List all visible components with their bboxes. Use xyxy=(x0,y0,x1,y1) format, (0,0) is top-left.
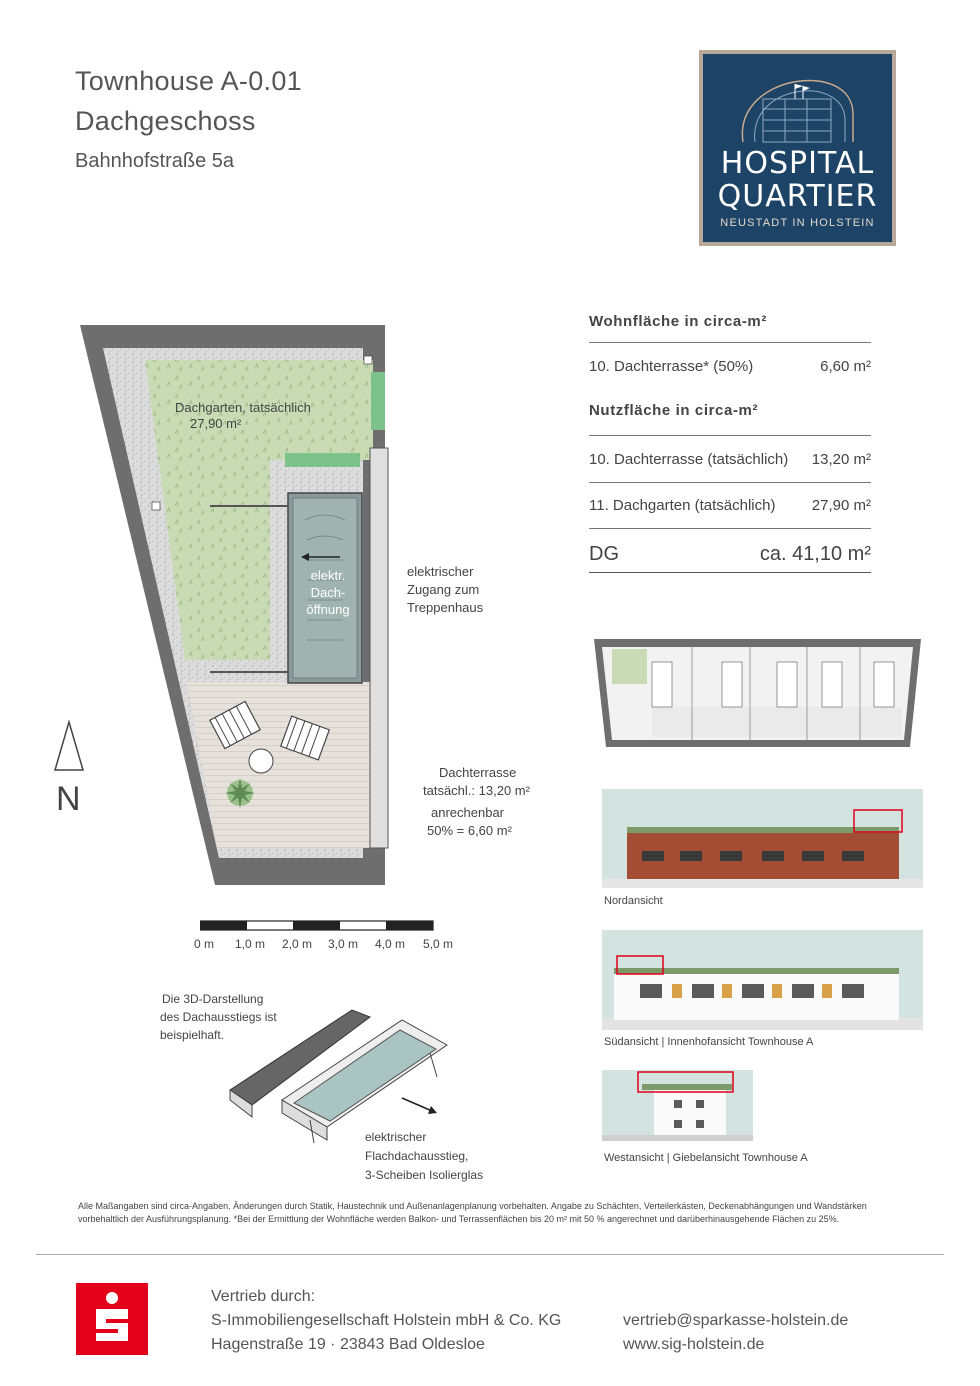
hatch-caption-1: elektrischer xyxy=(365,1130,427,1144)
total-label: DG xyxy=(589,542,619,565)
sparkasse-s-icon xyxy=(76,1283,148,1355)
arrow-icon xyxy=(400,1096,440,1116)
north-label: N xyxy=(56,780,81,818)
nutzflaeche-heading: Nutzfläche in circa-m² xyxy=(589,402,759,419)
west-elevation-caption: Westansicht | Giebelansicht Townhouse A xyxy=(604,1152,808,1164)
scale-tick: 4,0 m xyxy=(375,937,406,951)
opening-label-3: öffnung xyxy=(306,602,350,617)
company-address: Hagenstraße 19 · 23843 Bad Oldesloe xyxy=(211,1336,485,1353)
row-value: 27,90 m² xyxy=(811,496,871,514)
opening-label-1: elektr. xyxy=(310,568,346,583)
north-elevation-thumbnail xyxy=(602,789,923,888)
scale-tick: 0 m xyxy=(194,937,215,951)
roof-hatch-3d-illustration xyxy=(222,1005,462,1145)
hatch-caption-2: Flachdachausstieg, xyxy=(365,1149,469,1163)
north-arrow-icon xyxy=(52,720,86,772)
access-label-1: elektrischer xyxy=(407,564,474,579)
opening-label-2: Dach- xyxy=(310,585,346,600)
page-subtitle: Dachgeschoss xyxy=(75,106,256,136)
table-divider xyxy=(589,435,871,436)
hospital-quartier-logo xyxy=(699,50,896,246)
terrace-label: Dachterrasse xyxy=(439,765,517,780)
table-divider xyxy=(589,528,871,529)
table-divider xyxy=(589,342,871,343)
page-title: Townhouse A-0.01 xyxy=(75,66,302,96)
disclaimer: Alle Maßangaben sind circa-Angaben. Änderungen durch Statik, Haustechnik und Außenanlagenplanung vorbehalten. Angabe zu Schächten, Verteilerkästen, Deckenabhängungen und Wandstärken vorbehaltlich der Ausführungsplanung. *Bei der Ermittlung der Wohnfläche werden Balkon- und Terrassenflächen bis 20 m² mit 50 % angerechnet und darüberhinausgehende Flächen zu 25%. xyxy=(78,1201,867,1224)
sparkasse-logo xyxy=(76,1283,148,1355)
total-row xyxy=(589,536,871,572)
hatch-note-1: Die 3D-Darstellung xyxy=(162,992,264,1006)
table-row xyxy=(589,344,871,388)
footer-divider xyxy=(36,1254,944,1255)
building-emblem-icon xyxy=(703,54,892,150)
row-label: 10. Dachterrasse* (50%) xyxy=(589,357,754,375)
garden-area: 27,90 m² xyxy=(190,416,242,431)
table-row xyxy=(589,437,871,481)
logo-line-1: HOSPITAL xyxy=(720,146,875,181)
row-value: 6,60 m² xyxy=(820,357,871,375)
company-name: S-Immobiliengesellschaft Holstein mbH & Co. KG xyxy=(211,1312,562,1329)
hatch-note-3: beispielhaft. xyxy=(160,1028,225,1042)
scale-tick: 1,0 m xyxy=(235,937,266,951)
contact-website[interactable]: www.sig-holstein.de xyxy=(623,1336,765,1353)
hatch-caption-3: 3-Scheiben Isolierglas xyxy=(365,1168,484,1182)
row-label: 10. Dachterrasse (tatsächlich) xyxy=(589,450,789,468)
table-divider xyxy=(589,572,871,573)
north-elevation-caption: Nordansicht xyxy=(604,895,663,907)
row-label: 11. Dachgarten (tatsächlich) xyxy=(589,496,776,514)
table-row xyxy=(589,483,871,527)
access-label-2: Zugang zum xyxy=(407,582,480,597)
garden-label: Dachgarten, tatsächlich xyxy=(175,400,311,415)
access-label-3: Treppenhaus xyxy=(407,600,484,615)
scale-tick: 3,0 m xyxy=(328,937,359,951)
wohnflaeche-heading: Wohnfläche in circa-m² xyxy=(589,313,767,330)
south-elevation-caption: Südansicht | Innenhofansicht Townhouse A xyxy=(604,1036,814,1048)
total-value: ca. 41,10 m² xyxy=(759,542,871,565)
terrace-actual: tatsächl.: 13,20 m² xyxy=(423,783,530,798)
logo-line-3: NEUSTADT IN HOLSTEIN xyxy=(720,217,875,229)
scale-tick: 2,0 m xyxy=(282,937,313,951)
logo-line-2: QUARTIER xyxy=(717,179,878,214)
sales-by: Vertrieb durch: xyxy=(211,1288,316,1305)
south-elevation-thumbnail xyxy=(602,930,923,1030)
roof-plan-thumbnail xyxy=(592,637,923,749)
terrace-countable: anrechenbar xyxy=(431,805,504,820)
contact-email[interactable]: vertrieb@sparkasse-holstein.de xyxy=(623,1312,849,1329)
round-table-icon xyxy=(249,749,273,773)
scale-bar xyxy=(200,920,435,932)
row-value: 13,20 m² xyxy=(811,450,871,468)
hatch-note-2: des Dachausstiegs ist xyxy=(160,1010,277,1024)
scale-tick: 5,0 m xyxy=(423,937,454,951)
address: Bahnhofstraße 5a xyxy=(75,150,234,172)
west-elevation-thumbnail xyxy=(602,1070,753,1141)
terrace-percentage: 50% = 6,60 m² xyxy=(427,823,512,838)
